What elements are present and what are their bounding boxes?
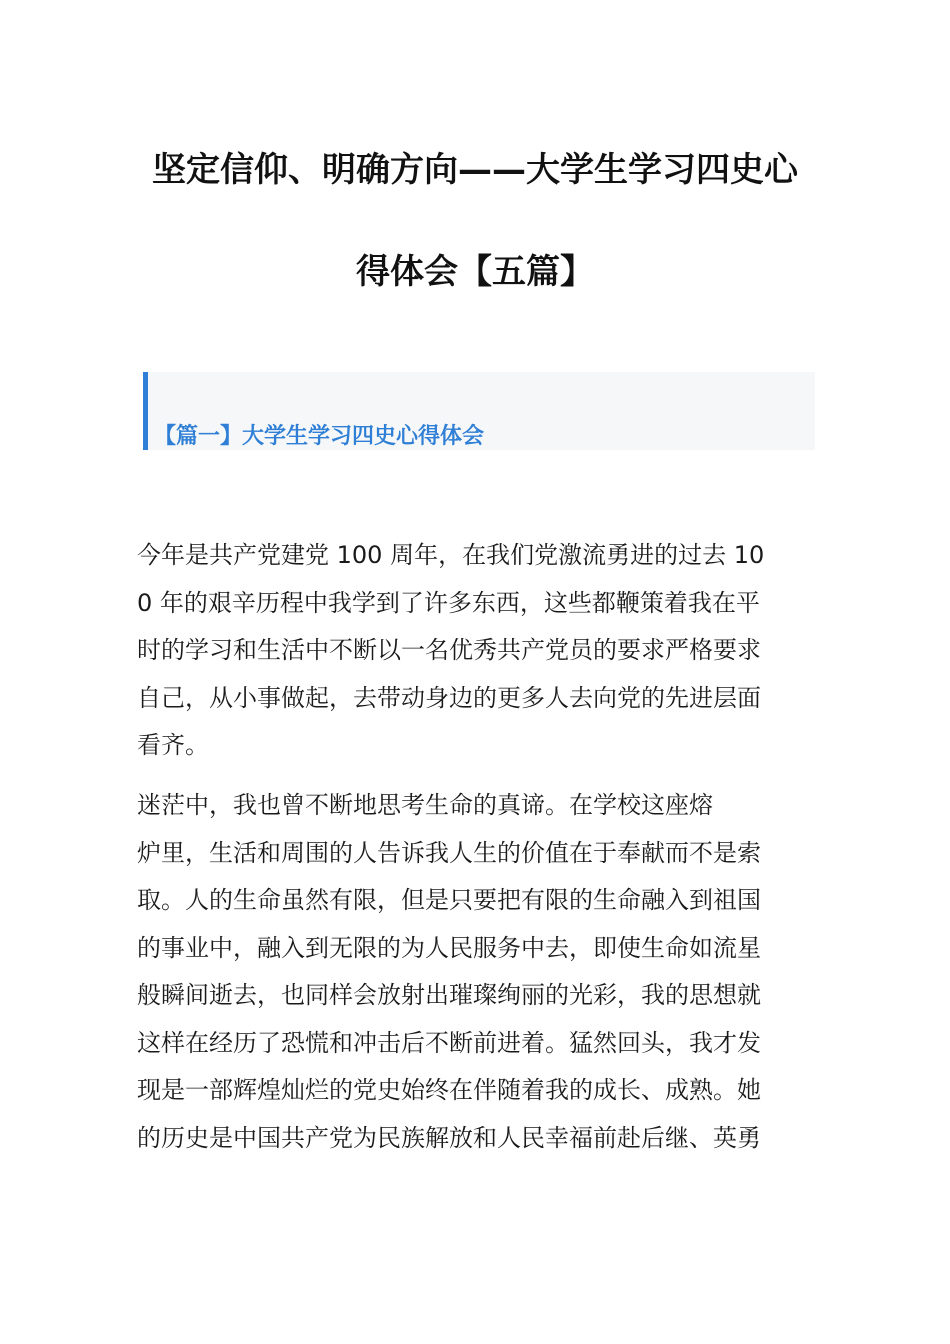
paragraph-line: 取。人的生命虽然有限，但是只要把有限的生命融入到祖国 xyxy=(137,886,761,914)
paragraph-line: 今年是共产党建党 100 周年，在我们党激流勇进的过去 10 xyxy=(137,541,765,569)
paragraph-line: 炉里，生活和周围的人告诉我人生的价值在于奉献而不是索 xyxy=(137,838,761,867)
paragraph-line: 迷茫中，我也曾不断地思考生命的真谛。在学校这座熔 xyxy=(137,791,713,819)
paragraph-line: 自己，从小事做起，去带动身边的更多人去向党的先进层面 xyxy=(137,683,761,712)
section-heading: 【篇一】大学生学习四史心得体会 xyxy=(154,424,485,449)
paragraph-1 xyxy=(137,532,817,770)
document-title-line-2: 得体会【五篇】 xyxy=(356,252,594,292)
paragraph-line: 这样在经历了恐慌和冲击后不断前进着。猛然回头，我才发 xyxy=(137,1028,761,1057)
paragraph-line: 时的学习和生活中不断以一名优秀共产党员的要求严格要求 xyxy=(137,636,761,664)
paragraph-line: 现是一部辉煌灿烂的党史始终在伴随着我的成长、成熟。她 xyxy=(137,1076,761,1104)
paragraph-line: 的事业中，融入到无限的为人民服务中去，即使生命如流星 xyxy=(137,933,761,962)
paragraph-line: 般瞬间逝去，也同样会放射出璀璨绚丽的光彩，我的思想就 xyxy=(137,981,761,1009)
paragraph-2 xyxy=(137,782,817,1162)
paragraph-line: 看齐。 xyxy=(137,731,209,759)
paragraph-line: 的历史是中国共产党为民族解放和人民幸福前赴后继、英勇 xyxy=(137,1123,761,1152)
paragraph-line: 0 年的艰辛历程中我学到了许多东西，这些都鞭策着我在平 xyxy=(137,588,760,617)
document-title-line-1: 坚定信仰、明确方向——大学生学习四史心 xyxy=(152,150,798,190)
section-heading-box xyxy=(143,372,815,450)
